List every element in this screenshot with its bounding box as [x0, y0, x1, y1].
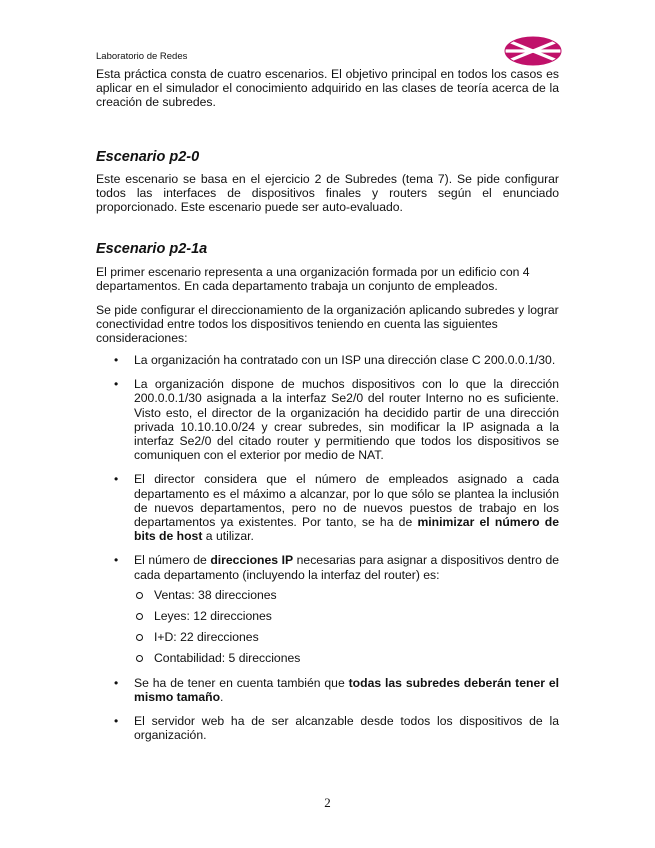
list-item-bold-text: minimizar el número de bits de host: [134, 515, 559, 544]
sub-list-item-text: Leyes: 12 direcciones: [154, 609, 272, 624]
sub-list-item: [134, 630, 559, 644]
list-item-text: necesarias para asignar a dispositivos dentro de cada departamento (incluyendo la interfaz del router) es:: [134, 553, 560, 582]
list-item: [96, 676, 559, 704]
list-item-bold-text: todas las subredes deberán tener el mismo tamaño: [134, 675, 559, 704]
bullet-icon: •: [114, 353, 119, 367]
university-logo-icon: [504, 36, 562, 66]
list-item-text: La organización dispone de muchos dispositivos con lo que la dirección 200.0.0.1/30 asignada a la interfaz Se2/0 del router Interno no es suficiente. Visto esto, el director de la organización ha decidido partir de una dirección privada 10.10.10.0/24 y crear subredes, sin modificar la IP asignada a la interfaz Se2/0 del citado router y permitiendo que todos los dispositivos se comuniquen con el exterior por medio de NAT.: [134, 377, 559, 463]
list-item: [96, 553, 559, 665]
intro-paragraph: Esta práctica consta de cuatro escenarios. El objetivo principal en todos los casos es aplicar en el simulador el conocimiento adquirido en las clases de teoría acerca de la creación de subredes.: [96, 67, 559, 110]
section-heading-p2-0: Escenario p2-0: [96, 149, 200, 165]
list-item: [96, 353, 559, 367]
list-item-text: .: [220, 689, 224, 704]
list-item-text: La organización ha contratado con un ISP una dirección clase C 200.0.0.1/30.: [134, 353, 556, 367]
considerations-list: [96, 353, 559, 752]
circle-bullet-icon: [136, 613, 143, 620]
page-number: 2: [324, 795, 331, 810]
sub-list-item: [134, 588, 559, 602]
sub-list-item: [134, 651, 559, 665]
circle-bullet-icon: [136, 655, 143, 662]
section-p2-1a-paragraph-1: El primer escenario representa a una organización formada por un edificio con 4 departamentos. En cada departamento trabaja un conjunto de empleados.: [96, 265, 530, 294]
sub-list-item-text: I+D: 22 direcciones: [154, 630, 259, 645]
list-item-text: a utilizar.: [202, 529, 254, 544]
list-item: [96, 714, 559, 742]
list-item: [96, 472, 559, 543]
section-p2-0-paragraph: Este escenario se basa en el ejercicio 2 de Subredes (tema 7). Se pide configurar todos las interfaces de dispositivos finales y routers según el enunciado proporcionado. Este escenario puede ser auto-evaluado.: [96, 172, 559, 215]
bullet-icon: •: [114, 675, 119, 690]
bullet-icon: •: [114, 472, 119, 487]
bullet-icon: •: [114, 553, 119, 568]
list-item-text: El director considera que el número de empleados asignado a cada departamento es el máximo a alcanzar, por lo que sólo se plantea la inclusión de nuevos departamentos, pero no de nuevos puestos de trabajo en los departamentos ya existentes. Por tanto, se ha de: [134, 472, 559, 530]
list-item: [96, 377, 559, 462]
header-title: Laboratorio de Redes: [96, 51, 188, 62]
list-item-text: El servidor web ha de ser alcanzable desde todos los dispositivos de la organización.: [134, 714, 559, 743]
sub-list-item-text: Ventas: 38 direcciones: [154, 587, 277, 602]
circle-bullet-icon: [136, 592, 143, 599]
circle-bullet-icon: [136, 634, 143, 641]
department-address-list: [134, 588, 559, 666]
list-item-bold-text: direcciones IP: [210, 553, 294, 568]
section-p2-1a-paragraph-2: Se pide configurar el direccionamiento de la organización aplicando subredes y lograr conectividad entre todos los dispositivos teniendo en cuenta las siguientes consideraciones:: [96, 303, 559, 346]
list-item-text: Se ha de tener en cuenta también que: [134, 675, 349, 690]
bullet-icon: •: [114, 377, 119, 392]
sub-list-item: [134, 609, 559, 623]
bullet-icon: •: [114, 714, 119, 729]
sub-list-item-text: Contabilidad: 5 direcciones: [154, 651, 301, 666]
section-heading-p2-1a: Escenario p2-1a: [96, 241, 208, 257]
list-item-text: El número de: [134, 553, 211, 568]
